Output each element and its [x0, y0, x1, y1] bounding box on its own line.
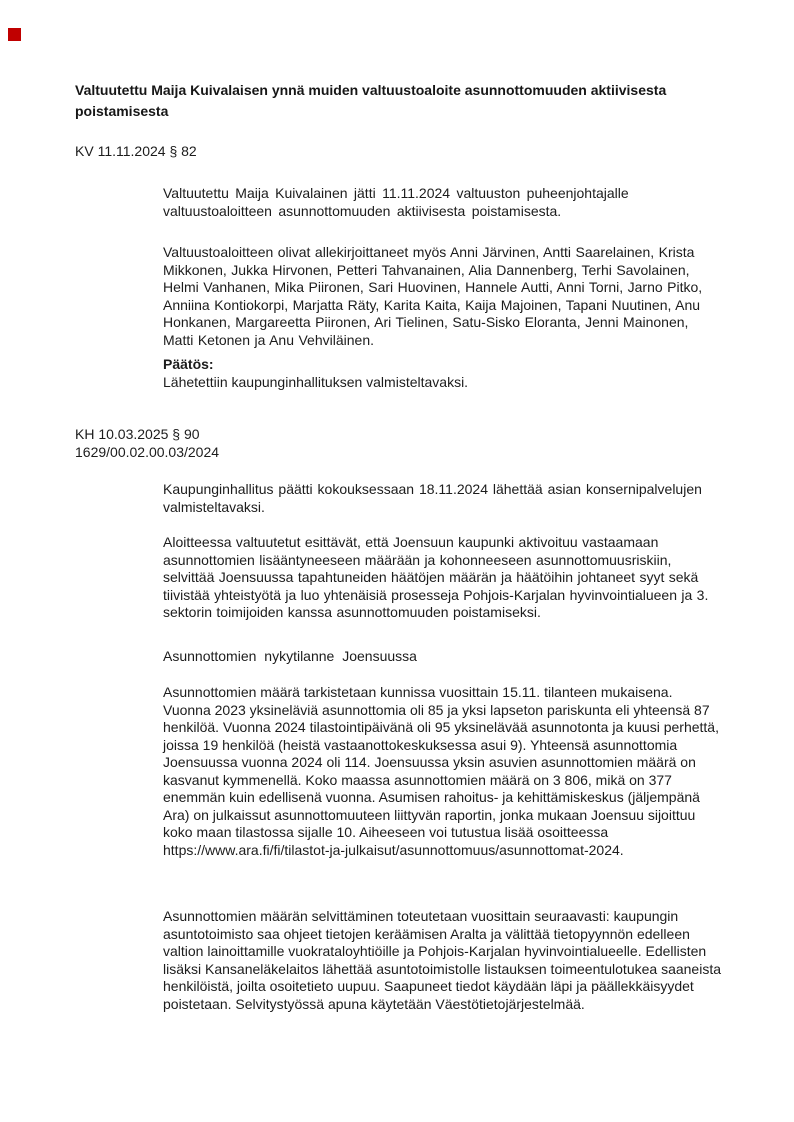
paragraph-board-decision: Kaupunginhallitus päätti kokouksessaan 18.11.2024 lähettää asian konsernipalvelujen valmisteltavaksi.: [163, 481, 702, 515]
case-number: 1629/00.02.00.03/2024: [75, 443, 220, 460]
kv-reference: KV 11.11.2024 § 82: [75, 143, 197, 159]
kh-reference: KH 10.03.2025 § 90: [75, 426, 200, 442]
decision-block: [163, 356, 721, 391]
paragraph-initiative-content: Aloitteessa valtuutetut esittävät, että Joensuun kaupunki aktivoituu vastaamaan asunnottomien lisääntyneeseen määrään ja kohonneeseen asunnottomuusriskiin, selvittää Joensuussa tapahtuneiden häätöjen määrän ja häätöihin johtaneet syyt sekä tiivistää yhteistyötä ja luo yhtenäisiä prosesseja Pohjois-Karjalan hyvinvointialueen ja 3. sektorin toimijoiden kanssa asunnottomuuden poistamiseksi.: [163, 534, 709, 620]
paragraph-survey-method: Asunnottomien määrän selvittäminen toteutetaan vuosittain seuraavasti: kaupungin asuntotoimisto saa ohjeet tietojen keräämisen Aralta ja välittää tietopyynnön edelleen valtion lainoittamille vuokrataloyhtiöille ja Pohjois-Karjalan hyvinvointialueelle. Edellisten lisäksi Kansaneläkelaitos lähettää asuntotoimistolle listauksen toimeentulotukea saaneista henkilöistä, joilta osoitetieto uupuu. Saapuneet tiedot käydään läpi ja päällekkäisyydet poistetaan. Selvitystyössä apuna käytetään Väestötietojärjestelmää.: [163, 908, 721, 1012]
red-marker: [8, 28, 21, 41]
kh-reference-block: [75, 426, 219, 461]
decision-label: Päätös:: [163, 356, 214, 372]
subheading-homelessness-status: Asunnottomien nykytilanne Joensuussa: [163, 648, 417, 664]
document-title: Valtuutettu Maija Kuivalaisen ynnä muiden valtuustoaloite asunnottomuuden aktiivisesta poistamisesta: [75, 82, 667, 119]
paragraph-homelessness-statistics: Asunnottomien määrä tarkistetaan kunnissa vuosittain 15.11. tilanteen mukaisena. Vuonna 2023 yksineläviä asunnottomia oli 85 ja yksi lapseton pariskunta eli yhteensä 87 henkilöä. Vuonna 2024 tilastointipäivänä oli 95 yksinelävää asunnotonta ja kuusi perhettä, joissa 19 henkilöä (heistä vastaanottokeskuksessa asui 9). Yhteensä asunnottomia Joensuussa vuonna 2024 oli 114. Joensuussa yksin asuvien asunnottomien määrä on kasvanut kymmenellä. Koko maassa asunnottomien määrä on 3 806, mikä on 377 enemmän kuin edellisenä vuonna. Asumisen rahoitus- ja kehittämiskeskus (jäljempänä Ara) on julkaissut asunnottomuuteen liittyvän raportin, jonka mukaan Joensuu sijoittuu koko maan tilastossa sijalle 10. Aiheeseen voi tutustua lisää osoitteessa https://www.ara.fi/fi/tilastot-ja-julkaisut/asunnottomuus/asunnottomat-2024.: [163, 684, 719, 858]
decision-text: Lähetettiin kaupunginhallituksen valmisteltavaksi.: [163, 373, 469, 390]
paragraph-cosigners: Valtuustoaloitteen olivat allekirjoittaneet myös Anni Järvinen, Antti Saarelainen, Krista Mikkonen, Jukka Hirvonen, Petteri Tahvanainen, Alia Dannenberg, Terhi Savolainen, Helmi Vanhanen, Mika Piironen, Sari Huovinen, Hannele Autti, Anni Torni, Jarno Pitko, Anniina Kontiokorpi, Marjatta Räty, Karita Kaita, Kaija Majoinen, Tapani Nuutinen, Anu Honkanen, Margareetta Piironen, Ari Tielinen, Satu-Sisko Eloranta, Jenni Mainonen, Matti Ketonen ja Anu Vehviläinen.: [163, 244, 703, 348]
paragraph-initiative-submitted: Valtuutettu Maija Kuivalainen jätti 11.11.2024 valtuuston puheenjohtajalle valtuustoaloitteen asunnottomuuden aktiivisesta poistamisesta.: [163, 185, 629, 219]
